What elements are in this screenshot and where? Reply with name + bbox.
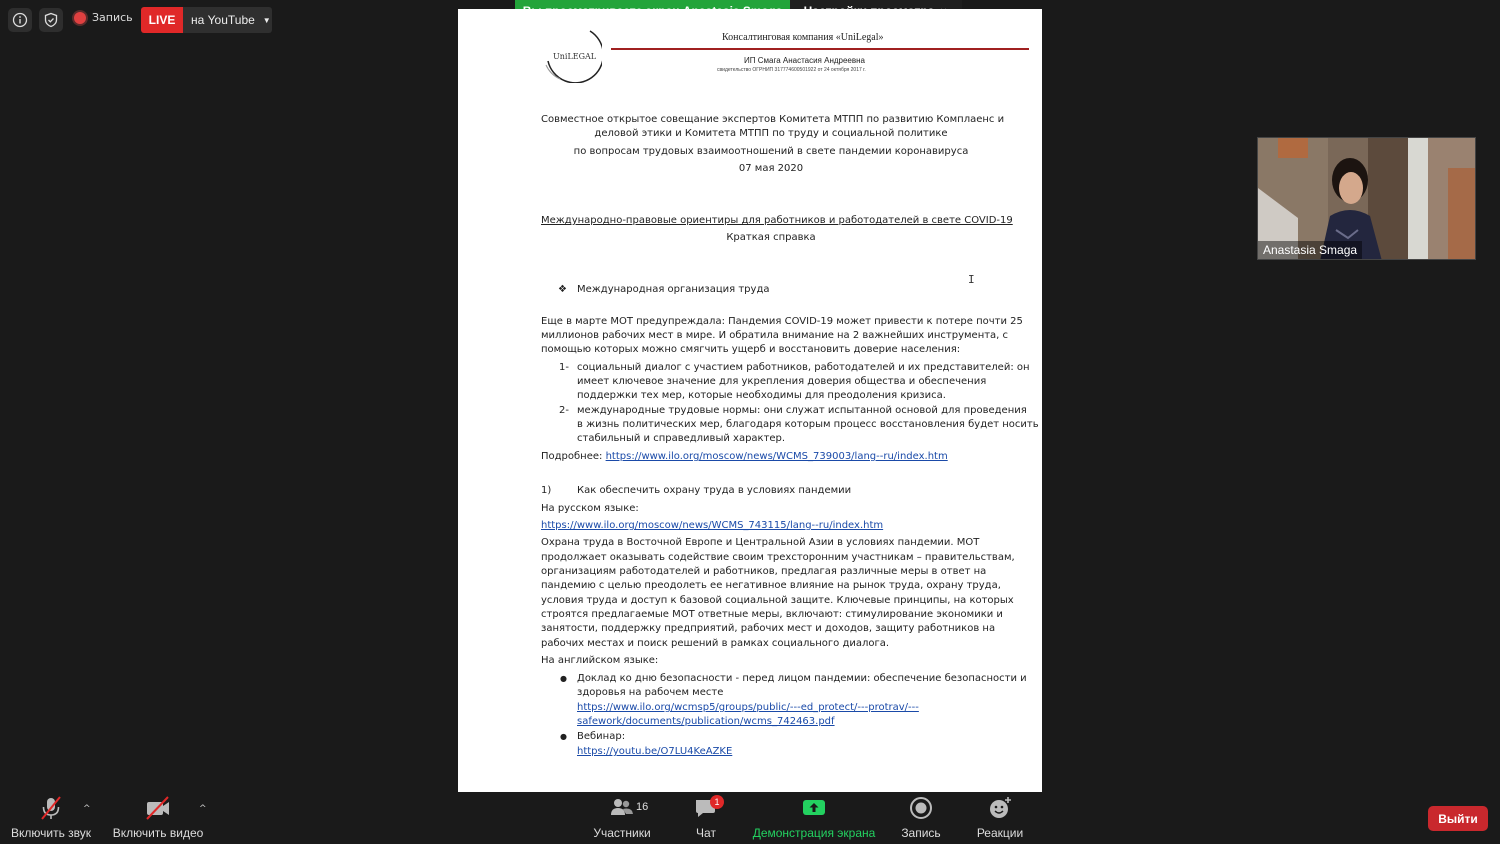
list-item-line: стабильный и справедливый характер.: [577, 433, 786, 444]
reactions-button[interactable]: [973, 794, 1027, 844]
participants-label: Участники: [593, 826, 651, 840]
list-item-line: международные трудовые нормы: они служат испытанной основой для проведения: [577, 405, 1027, 416]
brief-label: Краткая справка: [726, 232, 816, 243]
more-line: [541, 450, 948, 465]
info-icon[interactable]: [8, 8, 32, 32]
section-number: 1): [541, 485, 552, 496]
company-name: Консалтинговая компания «UniLegal»: [722, 32, 884, 43]
bullet-icon: ●: [560, 732, 567, 741]
certificate-line: свидетельство ОГРНИП 317774600501922 от 24 октября 2017 г.: [717, 67, 866, 73]
caret-down-icon: ▼: [262, 15, 271, 25]
english-label: На английском языке:: [541, 655, 659, 666]
list-item-line: социальный диалог с участием работников, работодателей и их представителей: он: [577, 362, 1030, 373]
heading-line: Совместное открытое совещание экспертов Комитета МТПП по развитию Комплаенс и: [541, 114, 1005, 125]
youtube-stream-dropdown[interactable]: [183, 7, 272, 33]
list-marker: 2-: [559, 405, 569, 416]
webinar-label: Вебинар:: [577, 731, 626, 742]
participants-count: 16: [636, 801, 649, 813]
youtube-label: на YouTube: [191, 13, 255, 27]
list-marker: 1-: [559, 362, 569, 373]
reactions-label: Реакции: [976, 826, 1024, 840]
russian-label: На русском языке:: [541, 503, 639, 514]
bullet-icon: ●: [560, 674, 567, 683]
chat-label: Чат: [696, 826, 716, 840]
participants-icon: [609, 795, 635, 821]
paragraph-line: Охрана труда в Восточной Европе и Центральной Азии в условиях пандемии. МОТ: [541, 537, 980, 548]
audio-options-caret-icon[interactable]: ^: [83, 804, 91, 814]
ip-name: ИП Смага Анастасия Андреевна: [744, 56, 865, 65]
camera-off-icon: [144, 795, 172, 821]
start-video-button[interactable]: [110, 794, 206, 844]
document-subtitle: Международно-правовые ориентиры для работников и работодателей в свете COVID-19: [541, 215, 1013, 226]
list-item-line: имеет ключевое значение для укрепления доверия общества и обеспечения: [577, 376, 987, 387]
paragraph-line: условия труда и доступ к базовой социальной защите. Ключевые принципы, на которых: [541, 595, 1014, 606]
more-label: Подробнее:: [541, 451, 603, 462]
record-icon: [908, 795, 934, 821]
bullet-line: здоровья на рабочем месте: [577, 687, 724, 698]
share-screen-icon: [801, 795, 827, 821]
record-dot-icon: [74, 12, 86, 24]
list-item-line: поддержки тех мер, которые необходимы для преодоления кризиса.: [577, 390, 946, 401]
participant-name: Anastasia Smaga: [1258, 241, 1362, 259]
paragraph-line: пандемию с целью преодолеть ее негативное влияние на рынок труда, охрану труда,: [541, 580, 1001, 591]
webinar-link[interactable]: https://youtu.be/O7LU4KeAZKE: [577, 746, 733, 757]
share-screen-button[interactable]: [751, 794, 877, 844]
header-divider: [611, 48, 1029, 50]
intro-line: помощью которых можно смягчить ущерб и восстановить доверие населения:: [541, 344, 961, 355]
diamond-bullet-icon: ❖: [558, 284, 567, 295]
paragraph-line: рабочих местах и поиск решений в рамках социального диалога.: [541, 638, 890, 649]
section-title: Как обеспечить охрану труда в условиях пандемии: [577, 485, 852, 496]
report-link[interactable]: safework/documents/publication/wcms_742463.pdf: [577, 716, 835, 727]
intro-line: миллионов рабочих мест в мире. И обратила внимание на 2 важнейших инструмента, с: [541, 330, 1009, 341]
section-ilo: Международная организация труда: [577, 284, 770, 295]
paragraph-line: занятости, поддержку предприятий, рабочих мест и доходов, защиту работников на: [541, 623, 996, 634]
heading-line: деловой этики и Комитета МТПП по труду и социальной политике: [594, 128, 948, 139]
start-video-label: Включить видео: [112, 826, 204, 840]
chat-unread-badge: 1: [710, 795, 724, 809]
bullet-line: Доклад ко дню безопасности - перед лицом пандемии: обеспечение безопасности и: [577, 673, 1027, 684]
shared-screen-document: [458, 9, 1042, 792]
russian-link[interactable]: https://www.ilo.org/moscow/news/WCMS_743115/lang--ru/index.htm: [541, 520, 884, 531]
shield-icon[interactable]: [39, 8, 63, 32]
recording-label: Запись: [92, 11, 133, 24]
ilo-news-link[interactable]: https://www.ilo.org/moscow/news/WCMS_739003/lang--ru/index.htm: [605, 451, 948, 462]
participant-video-tile[interactable]: [1257, 137, 1476, 260]
live-badge[interactable]: LIVE: [141, 7, 183, 33]
unmute-button[interactable]: [6, 794, 96, 844]
leave-button[interactable]: Выйти: [1428, 806, 1488, 831]
paragraph-line: продолжает оказывать содействие своим трехсторонним участникам – правительствам,: [541, 552, 1015, 563]
text-cursor-icon: I: [968, 273, 975, 286]
unmute-label: Включить звук: [10, 826, 92, 840]
list-item-line: в жизнь политических мер, благодаря которым процесс восстановления будет носить: [577, 419, 1039, 430]
meeting-toolbar: [0, 794, 1500, 844]
heading-line: по вопросам трудовых взаимоотношений в свете пандемии коронавируса: [573, 146, 969, 157]
intro-line: Еще в марте МОТ предупреждала: Пандемия COVID-19 может привести к потере почти 25: [541, 316, 1023, 327]
logo-text: UniLEGAL: [553, 52, 597, 61]
recording-indicator: [74, 11, 133, 24]
microphone-muted-icon: [38, 795, 64, 821]
paragraph-line: строятся предлагаемые МОТ ответные меры, включают: стимулирование экономики и: [541, 609, 1003, 620]
record-button[interactable]: [898, 794, 944, 844]
report-link[interactable]: https://www.ilo.org/wcmsp5/groups/public/---ed_protect/---protrav/---: [577, 702, 919, 713]
video-options-caret-icon[interactable]: ^: [199, 804, 207, 814]
paragraph-line: организациям работодателей и работников, предлагая различные меры в ответ на: [541, 566, 987, 577]
heading-date: 07 мая 2020: [738, 163, 804, 174]
record-label: Запись: [901, 826, 941, 840]
share-screen-label: Демонстрация экрана: [752, 826, 876, 840]
smiley-add-icon: [987, 795, 1013, 821]
